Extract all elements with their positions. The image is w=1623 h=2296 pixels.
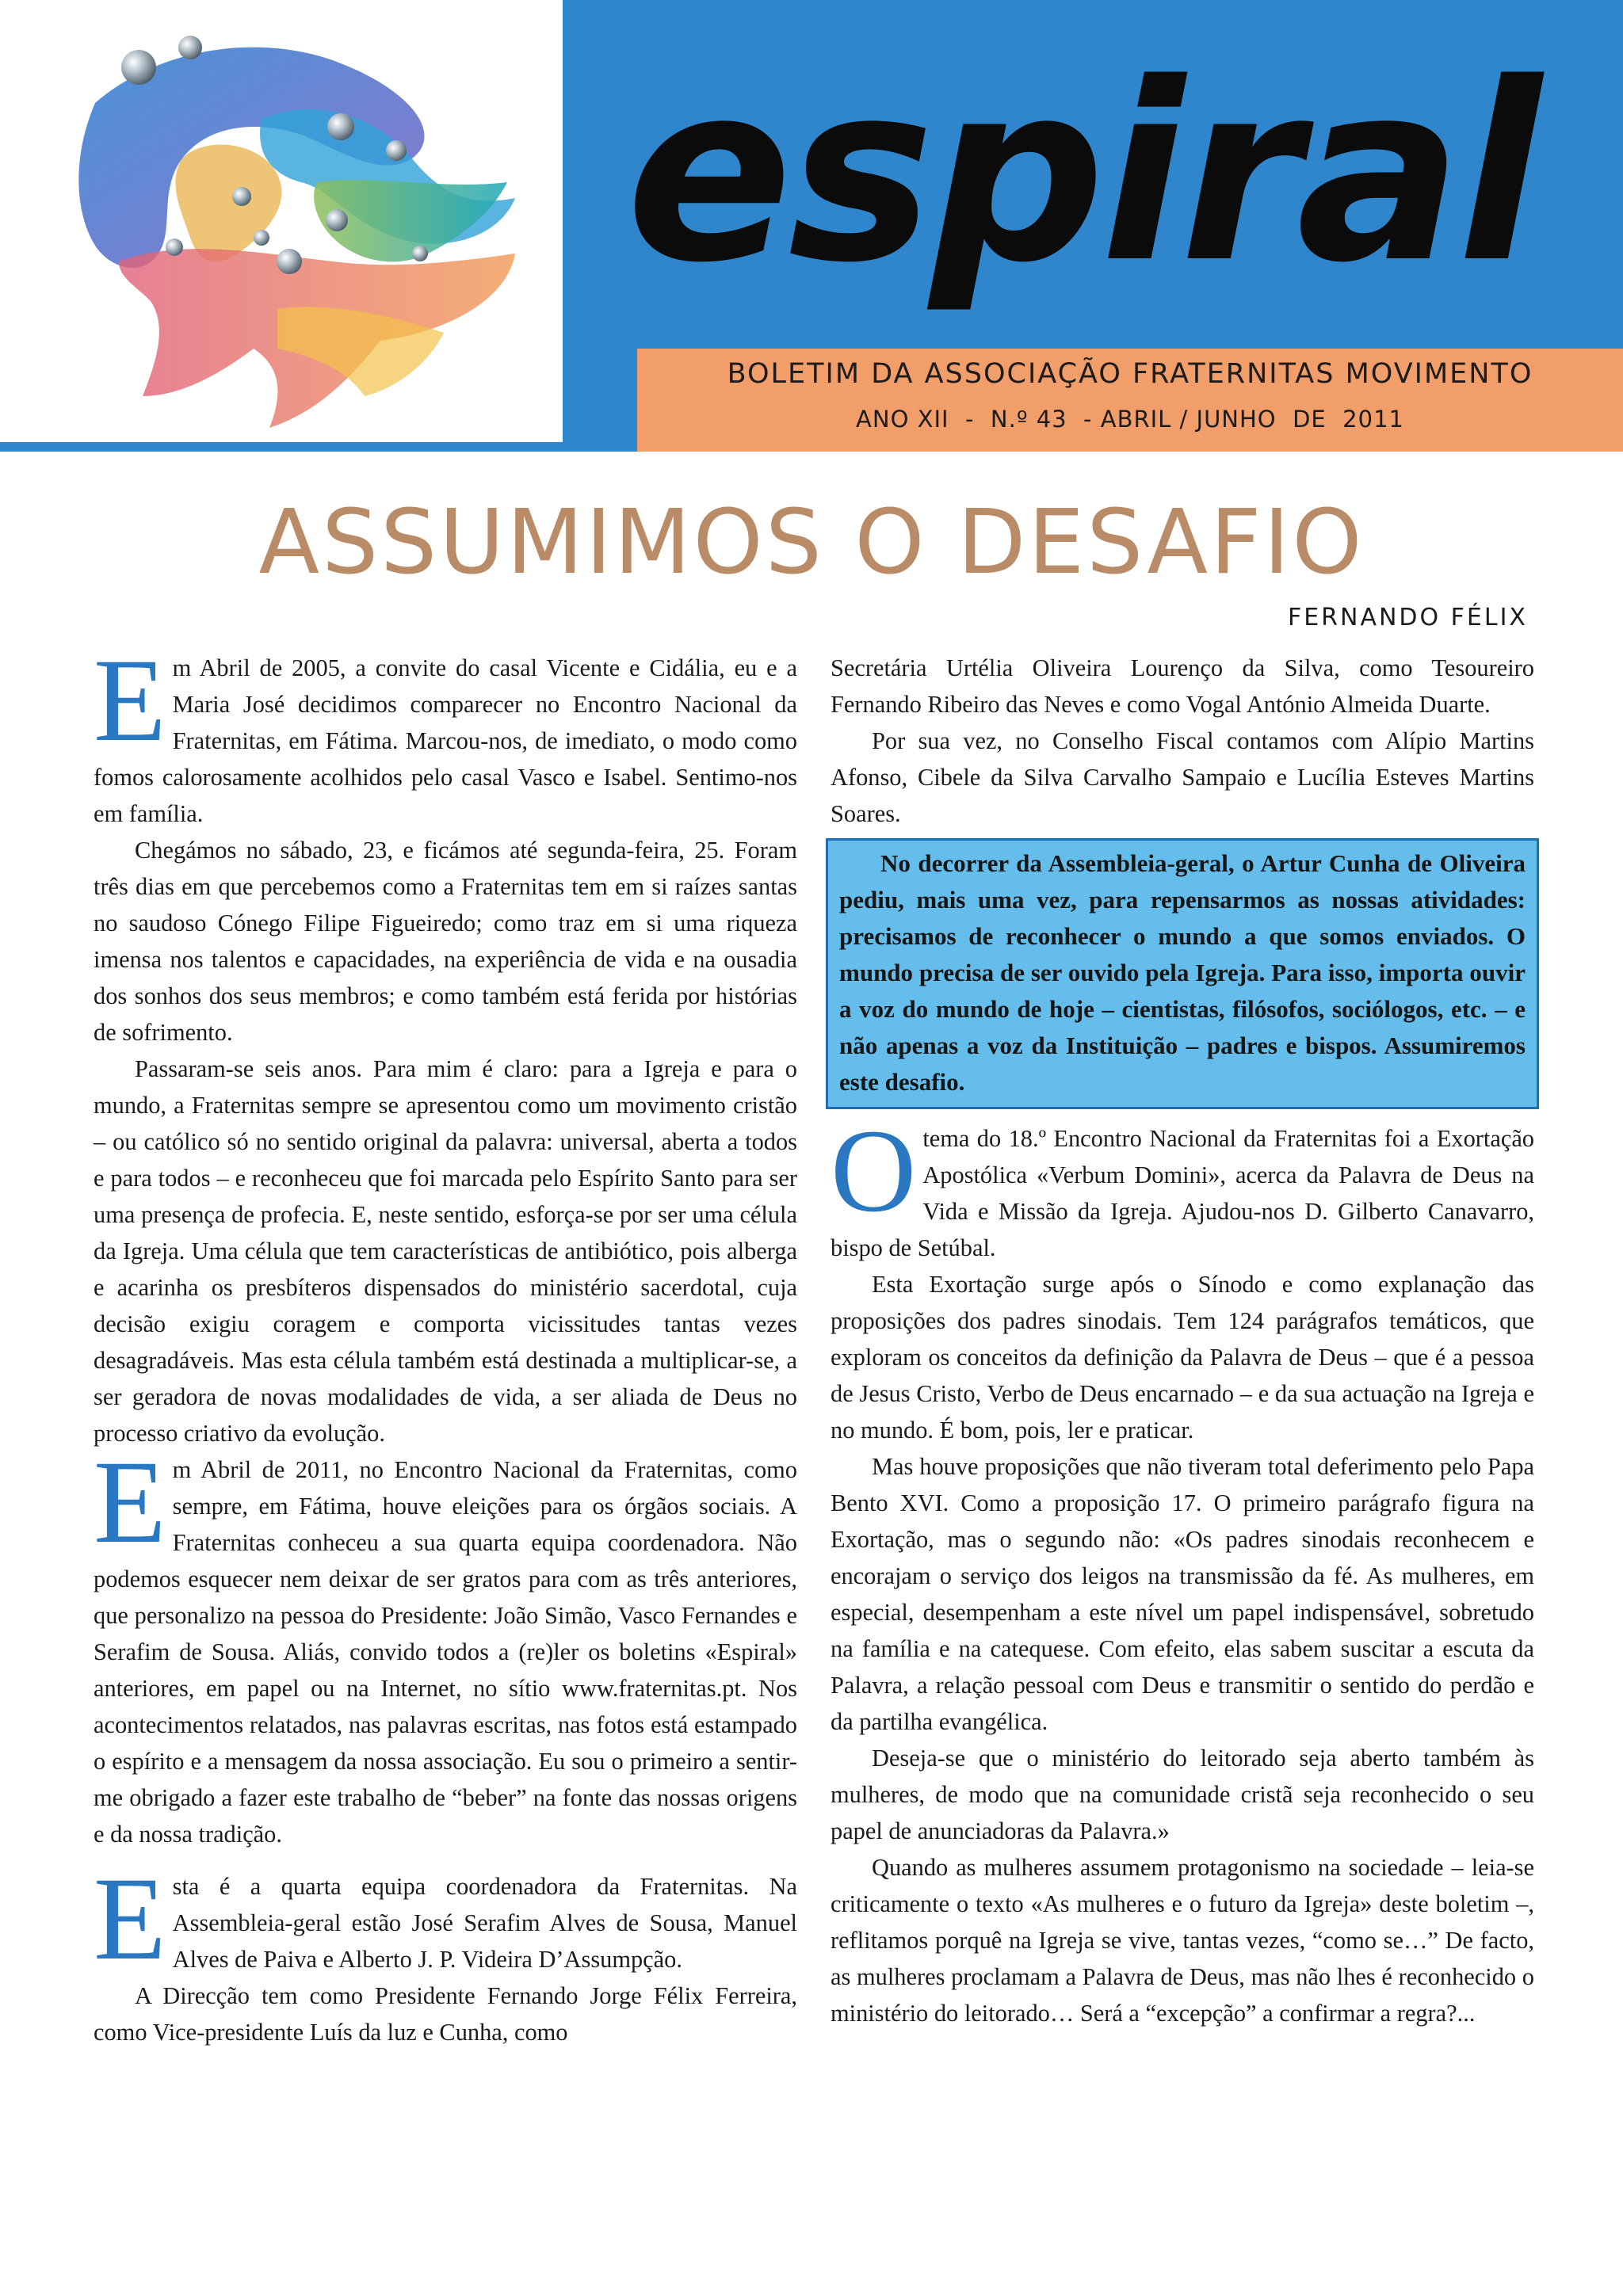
paragraph: Chegámos no sábado, 23, e ficámos até segunda-feira, 25. Foram três dias em que percebemos como a Fraternitas tem em si raízes santas no saudoso Cónego Filipe Figueiredo; como traz em si uma riqueza imensa nos talentos e capacidades, na experiência de vida e na ousadia dos sonhos dos seus membros; e como também está ferida por histórias de sofrimento.	[94, 837, 797, 1046]
paragraph: Deseja-se que o ministério do leitorado seja aberto também às mulheres, de modo que na comunidade cristã seja reconhecido o seu papel de anunciadoras da Palavra.»	[831, 1745, 1534, 1844]
logo	[0, 0, 563, 442]
paragraph: A Direcção tem como Presidente Fernando Jorge Félix Ferreira, como Vice-presidente Luís da luz e Cunha, como	[94, 1982, 797, 2046]
highlight-callout: No decorrer da Assembleia-geral, o Artur Cunha de Oliveira pediu, mais uma vez, para repensarmos as nossas atividades: precisamos de reconhecer o mundo a que somos enviados. O mundo precisa de ser ouvido pela Igreja. Para isso, importa ouvir a voz do mundo de hoje – cientistas, filósofos, sociólogos, etc. – e não apenas a voz da Instituição – padres e bispos. Assumiremos este desafio.	[826, 838, 1539, 1109]
fraternitas-figures-logo	[0, 0, 563, 442]
subtitle-band	[637, 349, 1623, 452]
article-headline: ASSUMIMOS O DESAFIO	[258, 491, 1365, 594]
paragraph: Em Abril de 2011, no Encontro Nacional da Fraternitas, como sempre, em Fátima, houve eleições para os órgãos sociais. A Fraternitas conheceu a sua quarta equipa coordenadora. Não podemos esquecer nem deixar de ser gratos para com as três anteriores, que personalizo na pessoa do Presidente: João Simão, Vasco Fernandes e Serafim de Sousa. Aliás, convido todos a (re)ler os boletins «Espiral» anteriores, em papel ou na Internet, no sítio www.fraternitas.pt. Nos acontecimentos relatados, nas palavras escritas, nas fotos está estampado o espírito e a mensagem da nossa associação. Eu sou o primeiro a sentir-me obrigado a fazer este trabalho de “beber” na fonte das nossas origens e da nossa tradição.	[94, 1436, 797, 1848]
paragraph: Por sua vez, no Conselho Fiscal contamos com Alípio Martins Afonso, Cibele da Silva Carvalho Sampaio e Lucília Esteves Martins Soares.	[831, 727, 1534, 827]
newsletter-subtitle: BOLETIM DA ASSOCIAÇÃO FRATERNITAS MOVIMENTO	[727, 358, 1533, 390]
masthead	[0, 0, 1623, 452]
paragraph: Passaram-se seis anos. Para mim é claro: para a Igreja e para o mundo, a Fraternitas sempre se apresentou como um movimento cristão – ou católico só no sentido original da palavra: universal, aberta a todos e para todos – e reconheceu que foi marcada pelo Espírito Santo para ser uma presença de profecia. E, neste sentido, esforça-se por ser uma célula da Igreja. Uma célula que tem características de antibiótico, pois alberga e acarinha os presbíteros dispensados do ministério sacerdotal, cuja decisão exigiu coragem e comporta vicissitudes tantas vezes desagradáveis. Mas esta célula também está destinada a multiplicar-se, a ser geradora de novas modalidades de vida, a ser aliada de Deus no processo criativo da evolução.	[94, 1055, 797, 1447]
newsletter-title: espiral	[626, 31, 1537, 317]
paragraph: Esta é a quarta equipa coordenadora da Fraternitas. Na Assembleia-geral estão José Serafim Alves de Sousa, Manuel Alves de Paiva e Alberto J. P. Videira D’Assumpção.	[94, 1853, 797, 1985]
paragraph: Em Abril de 2005, a convite do casal Vicente e Cidália, eu e a Maria José decidimos comparecer no Encontro Nacional da Fraternitas, em Fátima. Marcou-nos, de imediato, o modo como fomos calorosamente acolhidos pelo casal Vasco e Isabel. Sentimo-nos em família.	[94, 635, 797, 827]
paragraph: Otema do 18.º Encontro Nacional da Fraternitas foi a Exortação Apostólica «Verbum Domini», acerca da Palavra de Deus na Vida e Missão da Igreja. Ajudou-nos D. Gilberto Canavarro, bispo de Setúbal.	[831, 1105, 1534, 1261]
left-column	[94, 635, 797, 2050]
article-author: FERNANDO FÉLIX	[1287, 604, 1528, 631]
paragraph: Esta Exortação surge após o Sínodo e como explanação das proposições dos padres sinodais. Tem 124 parágrafos temáticos, que exploram os conceitos da definição da Palavra de Deus – que é a pessoa de Jesus Cristo, Verbo de Deus encarnado – e da sua actuação na Igreja e no mundo. É bom, pois, ler e praticar.	[831, 1271, 1534, 1444]
paragraph: Secretária Urtélia Oliveira Lourenço da Silva, como Tesoureiro Fernando Ribeiro das Neves e como Vogal António Almeida Duarte.	[831, 654, 1534, 718]
issue-info: ANO XII - N.º 43 - ABRIL / JUNHO DE 2011	[856, 406, 1404, 433]
paragraph: Mas houve proposições que não tiveram total deferimento pelo Papa Bento XVI. Como a proposição 17. O primeiro parágrafo figura na Exortação, mas o segundo não: «Os padres sinodais reconhecem e encorajam o serviço dos leigos na transmissão da fé. As mulheres, em especial, desempenham a este nível um papel indispensável, sobretudo na família e na catequese. Com efeito, elas sabem suscitar a escuta da Palavra, a relação pessoal com Deus e transmitir o sentido do perdão e da partilha evangélica.	[831, 1453, 1534, 1735]
right-column	[831, 650, 1534, 2031]
paragraph: Quando as mulheres assumem protagonismo na sociedade – leia-se criticamente o texto «As mulheres e o futuro da Igreja» deste boletim –, reflitamos porquê na Igreja se vive, tantas vezes, “como se…” De facto, as mulheres proclamam a Palavra de Deus, mas não lhes é reconhecido o ministério do leitorado… Será a “excepção” a confirmar a regra?...	[831, 1854, 1534, 2027]
